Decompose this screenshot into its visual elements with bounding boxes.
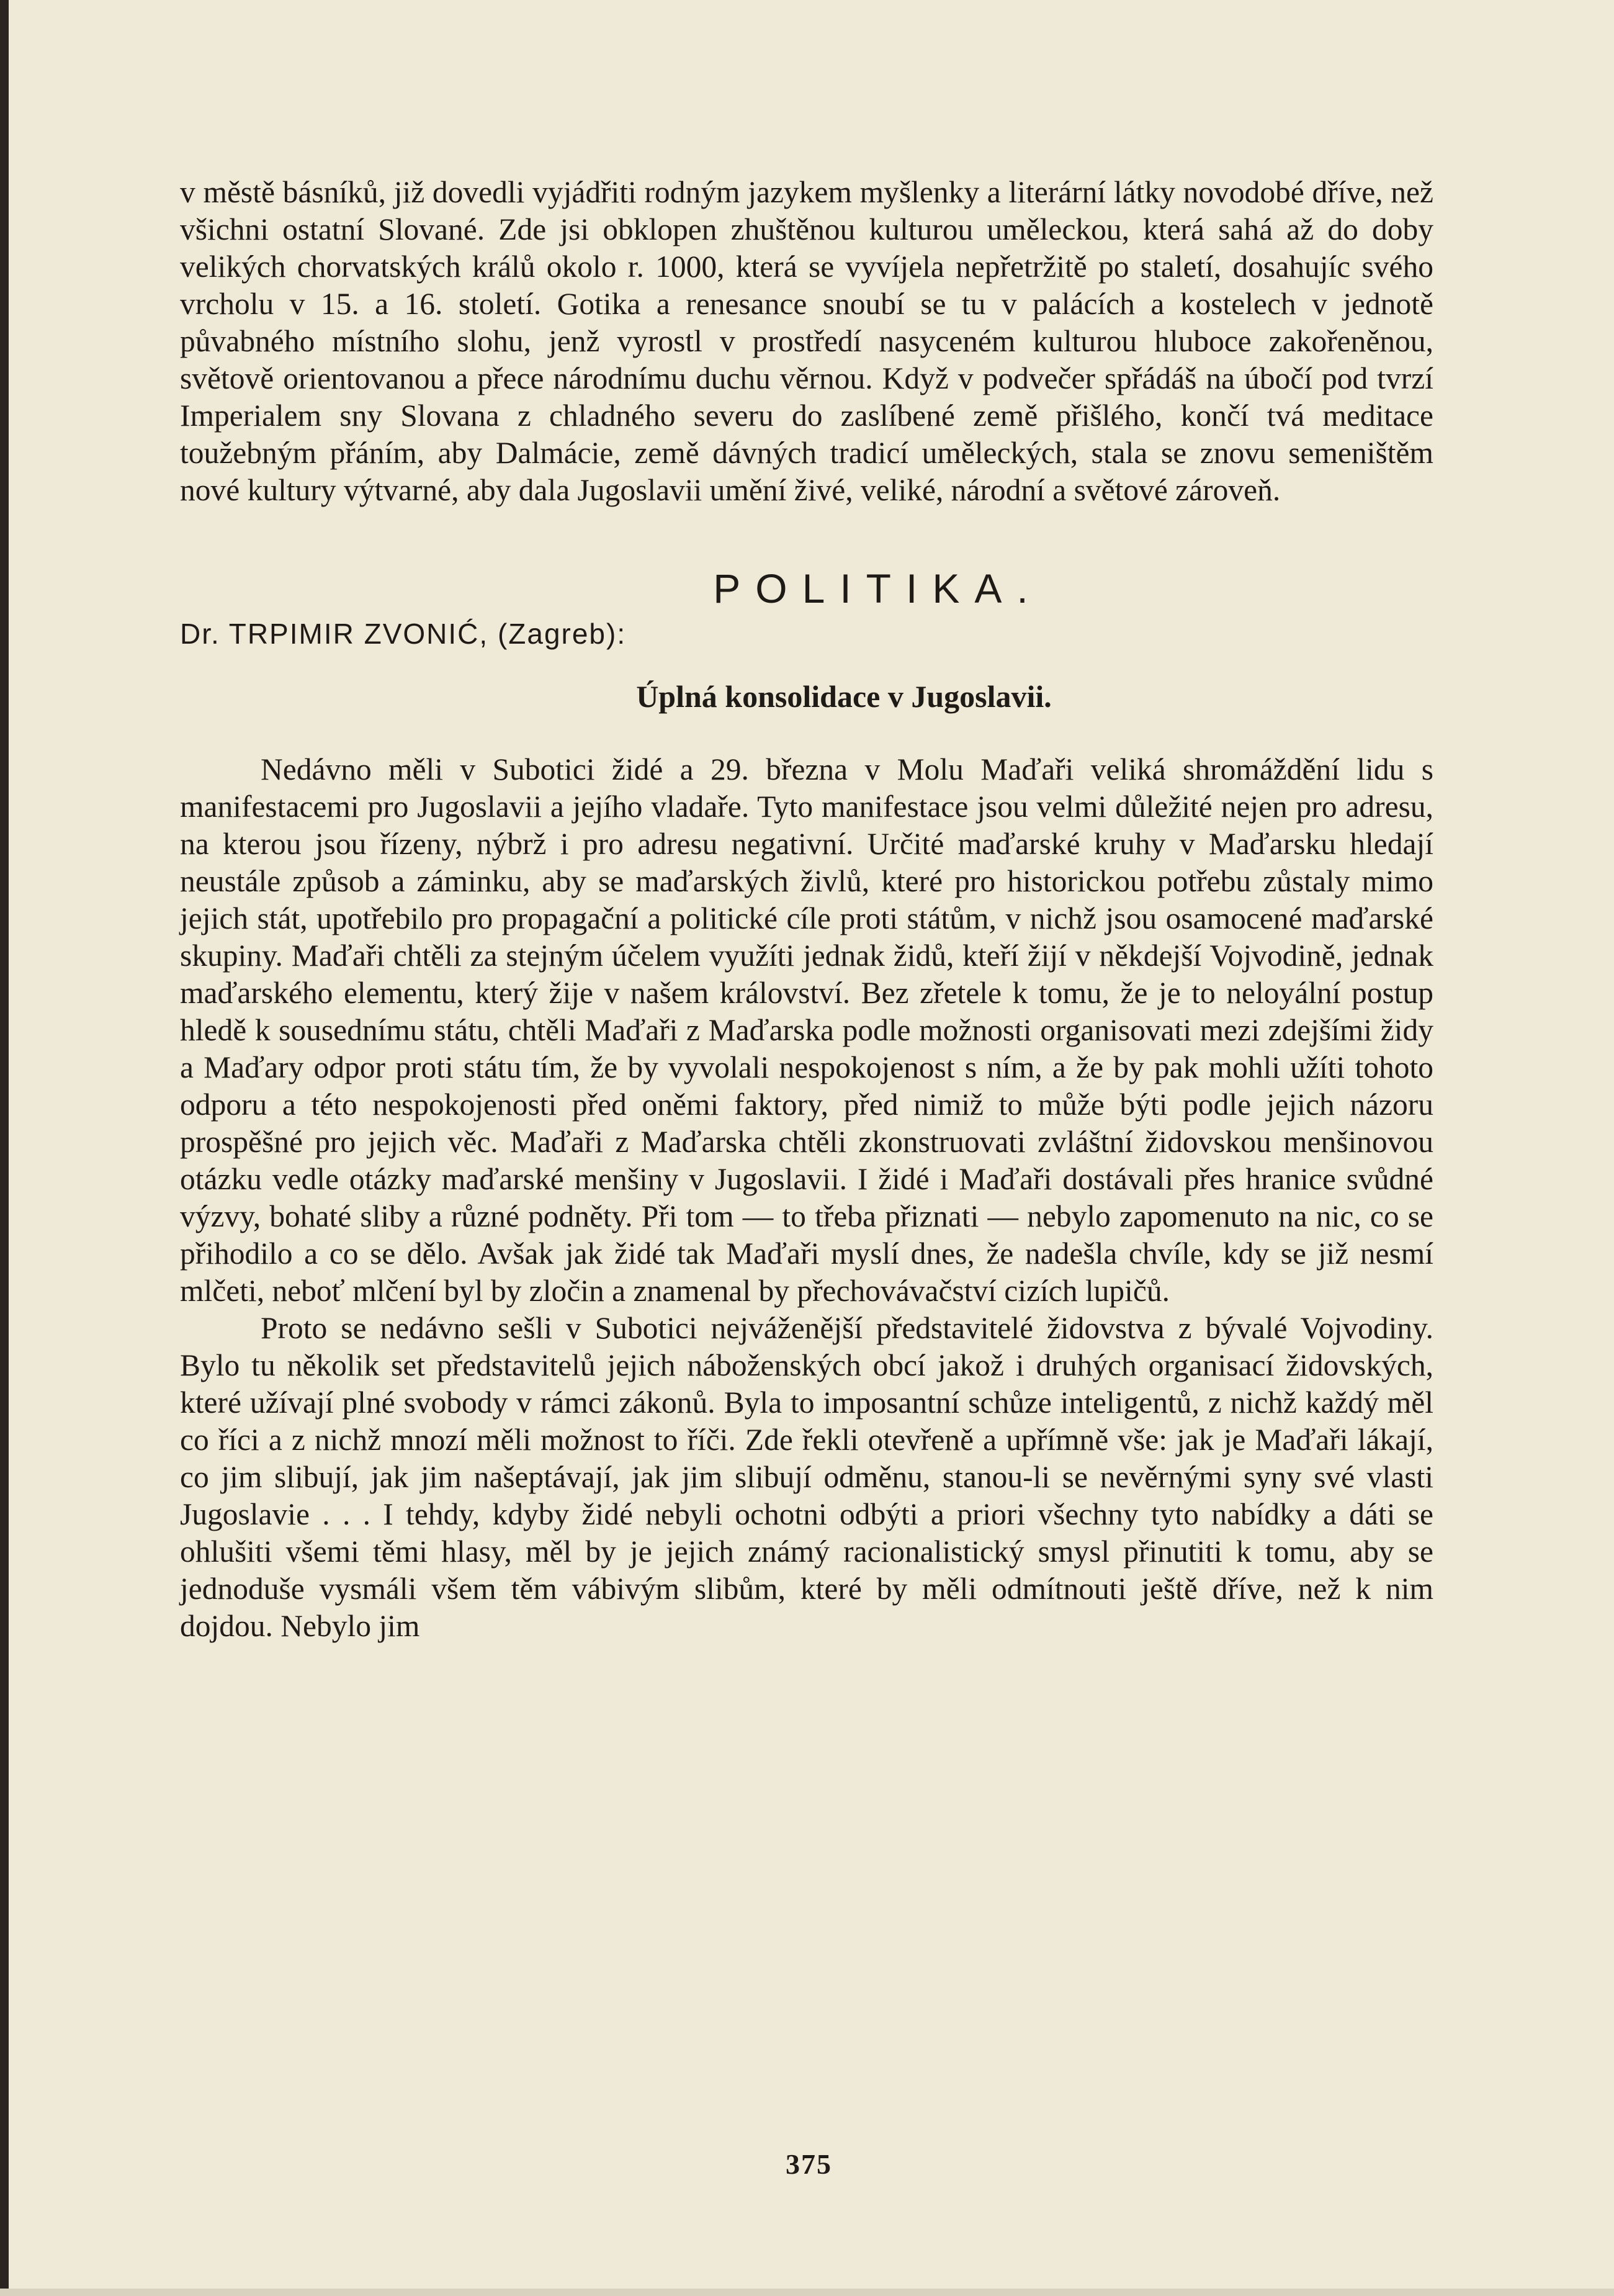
article-title: Úplná konsolidace v Jugoslavii. (636, 679, 1052, 714)
page-number: 375 (786, 2148, 832, 2180)
page-binding-edge (0, 0, 9, 2296)
page-content (180, 174, 1433, 1645)
article-paragraph-1: Nedávno měli v Subotici židé a 29. března v Molu Maďaři veliká shromáždění lidu s manifestacemi pro Jugoslavii a jejího vladaře. Tyto manifestace jsou velmi důležité nejen pro adresu, na kterou jsou řízeny, nýbrž i pro adresu negativní. Určité maďarské kruhy v Maďarsku hledají neustále způsob a záminku, aby se maďarských živlů, které pro historickou potřebu zůstaly mimo jejich stát, upotřebilo pro propagační a politické cíle proti státům, v nichž jsou osamocené maďarské skupiny. Maďaři chtěli za stejným účelem využíti jednak židů, kteří žijí v někdejší Vojvodině, jednak maďarského elementu, který žije v našem království. Bez zřetele k tomu, že je to neloyální postup hledě k sousednímu státu, chtěli Maďaři z Maďarska podle možnosti organisovati mezi zdejšími židy a Maďary odpor proti státu tím, že by vyvolali nespokojenost s ním, a že by pak mohli užíti tohoto odporu a této nespokojenosti před oněmi faktory, před nimiž to může býti podle jejich názoru prospěšné pro jejich věc. Maďaři z Maďarska chtěli zkonstruovati zvláštní židovskou menšinovou otázku vedle otázky maďarské menšiny v Jugoslavii. I židé i Maďaři dostávali přes hranice svůdné výzvy, bohaté sliby a různé podněty. Při tom — to třeba přiznati — nebylo zapomenuto na nic, co se přihodilo a co se dělo. Avšak jak židé tak Maďaři myslí dnes, že nadešla chvíle, kdy se již nesmí mlčeti, neboť mlčení byl by zločin a znamenal by přechovávačství cizích lupičů. (180, 752, 1433, 1308)
page-bottom-edge (0, 2289, 1614, 2296)
article-paragraph-2: Proto se nedávno sešli v Subotici nejváženější představitelé židovstva z bývalé Vojvodiny. Bylo tu několik set představitelů jejich náboženských obcí jakož i druhých organisací židovských, které užívají plné svobody v rámci zákonů. Byla to imposantní schůze inteligentů, z nichž každý měl co říci a z nichž mnozí měli možnost to říči. Zde řekli otevřeně a upřímně vše: jak je Maďaři lákají, co jim slibují, jak jim našeptávají, jak jim slibují odměnu, stanou-li se nevěrnými syny své vlasti Jugoslavie . . . I tehdy, kdyby židé nebyli ochotni odbýti a priori všechny tyto nabídky a dáti se ohlušiti všemi těmi hlasy, měl by je jejich známý racionalistický smysl přinutiti k tomu, aby se jednoduše vysmáli všem těm vábivým slibům, které by měli odmítnouti ještě dříve, než k nim dojdou. Nebylo jim (180, 1311, 1433, 1643)
section-title: POLITIKA. (713, 565, 1043, 611)
article-author: Dr. TRPIMIR ZVONIĆ, (Zagreb): (180, 618, 627, 650)
intro-paragraph: v městě básníků, již dovedli vyjádřiti rodným jazykem myšlenky a literární látky novodobé dříve, než všichni ostatní Slované. Zde jsi obklopen zhuštěnou kulturou uměleckou, která sahá až do doby velikých chorvatských králů okolo r. 1000, která se vyvíjela nepřetržitě po staletí, dosahujíc svého vrcholu v 15. a 16. století. Gotika a renesance snoubí se tu v palácích a kostelech v jednotě půvabného místního slohu, jenž vyrostl v prostředí nasyceném kulturou hluboce zakořeněnou, světově orientovanou a přece národnímu duchu věrnou. Když v podvečer spřádáš na úbočí pod tvrzí Imperialem sny Slovana z chladného severu do zaslíbené země přišlého, končí tvá meditace toužebným přáním, aby Dalmácie, země dávných tradicí uměleckých, stala se znovu semeništěm nové kultury výtvarné, aby dala Jugoslavii umění živé, veliké, národní a světové zároveň. (180, 175, 1433, 507)
